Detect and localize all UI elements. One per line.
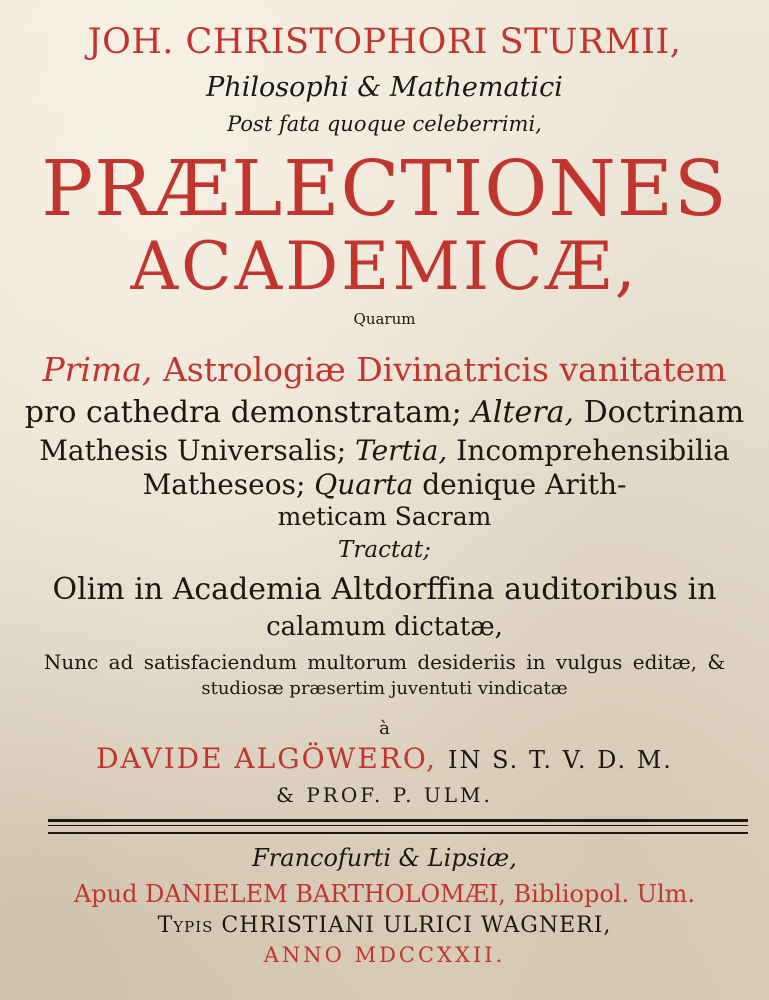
divider-rule-top: [48, 819, 748, 822]
contents-line-5: meticam Sacram: [277, 502, 492, 531]
editor-line: [0, 742, 769, 775]
tertia-label: Tertia,: [355, 434, 448, 467]
divider-rule-middle: [48, 825, 748, 826]
line3-text-b: Incomprehensibilia: [456, 434, 730, 467]
descriptor-line: [0, 72, 769, 103]
imprint-printer: Typis CHRISTIANI ULRICI WAGNERI,: [157, 913, 612, 938]
divider-rule-bottom: [48, 832, 748, 834]
prima-label: Prima,: [42, 350, 153, 389]
descriptor-mathematici: Mathematici: [389, 72, 563, 103]
contents-line-1: [0, 350, 769, 389]
imprint-year: ANNO MDCCXXII.: [263, 943, 506, 967]
main-title-line2: ACADEMICÆ,: [130, 228, 639, 305]
editor-name: DAVIDE ALGÖWERO,: [96, 742, 438, 775]
imprint-publisher: Apud DANIELEM BARTHOLOMÆI, Bibliopol. Ulm.: [73, 880, 696, 908]
prof-line: & PROF. P. ULM.: [276, 783, 493, 807]
author-line: JOH. CHRISTOPHORI STURMII,: [87, 22, 682, 62]
line2-text-a: pro cathedra demonstratam;: [24, 395, 462, 430]
descriptor-philosophi: Philosophi: [206, 72, 349, 103]
tractat-line: Tractat;: [338, 537, 431, 563]
contents-line-2: [0, 395, 769, 430]
olim-line: Olim in Academia Altdorffina auditoribus in: [52, 572, 717, 607]
line4-text-b: denique Arith-: [422, 468, 627, 501]
quarta-label: Quarta: [314, 468, 414, 501]
prima-text: Astrologiæ Divinatricis vanitatem: [162, 350, 727, 389]
line3-text-a: Mathesis Universalis;: [39, 434, 347, 467]
descriptor-ampersand: &: [357, 72, 382, 103]
nunc-line: Nunc ad satisfaciendum multorum desideriis in vulgus editæ, &: [43, 650, 726, 674]
contents-line-3: [0, 434, 769, 467]
contents-line-4: [0, 468, 769, 501]
studiosae-line: studiosæ præsertim juventuti vindicatæ: [201, 678, 568, 699]
imprint-place: Francofurti & Lipsiæ,: [252, 844, 517, 872]
calamum-line: calamum dictatæ,: [266, 612, 503, 642]
line4-text-a: Matheseos;: [142, 468, 306, 501]
a-preposition: à: [379, 718, 390, 739]
line2-text-b: Doctrinam: [583, 395, 745, 430]
quarum-word: Quarum: [353, 310, 416, 328]
editor-title: IN S. T. V. D. M.: [447, 746, 673, 774]
main-title-line1: PRÆLECTIONES: [41, 145, 728, 234]
post-fata-line: Post fata quoque celeberrimi,: [227, 112, 542, 136]
altera-label: Altera,: [471, 395, 575, 430]
